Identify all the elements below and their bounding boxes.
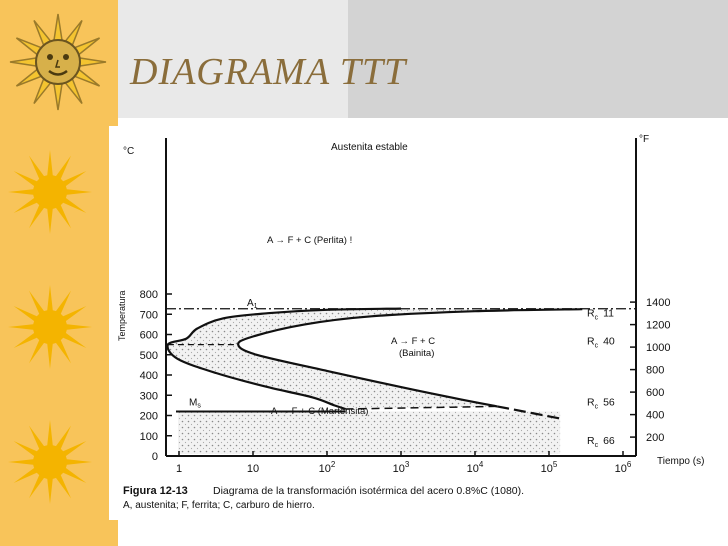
time-axis-title: Tiempo (s) bbox=[657, 456, 705, 467]
caption-legend: A, austenita; F, ferrita; C, carburo de hierro. bbox=[123, 500, 315, 511]
transformation-region bbox=[168, 309, 583, 409]
hardness-labels bbox=[587, 308, 615, 449]
martensite-label: A → F + C (Martensita) bbox=[271, 406, 369, 417]
celsius-tick-label: 600 bbox=[139, 329, 158, 342]
caption-text: Diagrama de la transformación isotérmica del acero 0.8%C (1080). bbox=[213, 485, 525, 497]
celsius-tick-label: 100 bbox=[139, 430, 158, 443]
fahrenheit-tick-label: 600 bbox=[646, 387, 665, 400]
fahrenheit-tick-label: 400 bbox=[646, 409, 665, 422]
sun-ray bbox=[47, 420, 53, 447]
ttt-diagram bbox=[109, 126, 728, 520]
sun-ray bbox=[47, 150, 53, 177]
pearlite-label: A → F + C (Perlita) ! bbox=[267, 235, 353, 246]
time-ticks bbox=[176, 451, 632, 475]
hardness-label: $R_c$ 11 bbox=[587, 307, 614, 322]
sun-ray bbox=[8, 189, 35, 195]
time-tick-label: $10^2$ bbox=[318, 460, 336, 475]
sun-ray bbox=[47, 207, 53, 234]
slide-title: DIAGRAMA TTT bbox=[130, 51, 407, 93]
celsius-tick-label: 500 bbox=[139, 349, 158, 362]
bainite-label-line1: A → F + C bbox=[391, 336, 436, 347]
fahrenheit-tick-label: 200 bbox=[646, 432, 665, 445]
sun-ray bbox=[54, 14, 63, 42]
celsius-unit-label: °C bbox=[123, 146, 135, 157]
celsius-tick-label: 700 bbox=[139, 309, 158, 322]
sun-ray bbox=[47, 285, 53, 312]
sun-ray bbox=[47, 342, 53, 369]
ttt-diagram-panel bbox=[109, 126, 728, 520]
martensite-region bbox=[178, 411, 560, 454]
fahrenheit-tick-label: 1200 bbox=[646, 319, 671, 332]
celsius-tick-label: 400 bbox=[139, 370, 158, 382]
fahrenheit-tick-label: 1000 bbox=[646, 342, 671, 355]
caption-figure-number: Figura 12-13 bbox=[123, 485, 188, 497]
time-tick-label: $10^4$ bbox=[466, 460, 484, 475]
sun-ray bbox=[78, 58, 106, 67]
sun-ray bbox=[65, 459, 92, 465]
time-tick-label: 10 bbox=[246, 463, 260, 475]
celsius-tick-label: 800 bbox=[139, 289, 158, 301]
time-tick-label: $10^3$ bbox=[392, 460, 410, 475]
time-tick-label: $10^6$ bbox=[614, 460, 632, 475]
sun-ray bbox=[8, 459, 35, 465]
sun-icon bbox=[0, 400, 118, 530]
time-tick-label: 1 bbox=[175, 463, 183, 475]
fahrenheit-tick-label: 1400 bbox=[646, 297, 671, 310]
ms-label: $M_s$ bbox=[189, 397, 201, 410]
sun-face-icon bbox=[0, 0, 118, 130]
time-tick-label: $10^5$ bbox=[540, 460, 558, 475]
sun-icon bbox=[0, 130, 118, 260]
sun-ray bbox=[65, 324, 92, 330]
hardness-label: $R_c$ 40 bbox=[587, 335, 615, 350]
celsius-tick-label: 200 bbox=[139, 410, 158, 423]
bainite-label-line2: (Bainita) bbox=[399, 348, 435, 359]
hardness-label: $R_c$ 66 bbox=[587, 434, 615, 449]
sun-ray bbox=[54, 82, 63, 110]
temperature-axis-title: Temperatura bbox=[117, 290, 127, 341]
fahrenheit-tick-label: 800 bbox=[646, 364, 665, 377]
a1-label: $A_1$ bbox=[247, 297, 258, 310]
austenite-stable-label: Austenita estable bbox=[331, 142, 408, 153]
celsius-tick-label: 300 bbox=[139, 390, 158, 403]
celsius-tick-label: 0 bbox=[151, 451, 158, 463]
sun-icon bbox=[0, 265, 118, 395]
fahrenheit-unit-label: °F bbox=[639, 134, 650, 145]
hardness-label: $R_c$ 56 bbox=[587, 396, 615, 411]
sun-ray bbox=[65, 189, 92, 195]
sun-ray bbox=[8, 324, 35, 330]
celsius-ticks bbox=[140, 289, 172, 463]
sun-ray bbox=[10, 58, 38, 67]
sun-ray bbox=[47, 477, 53, 504]
